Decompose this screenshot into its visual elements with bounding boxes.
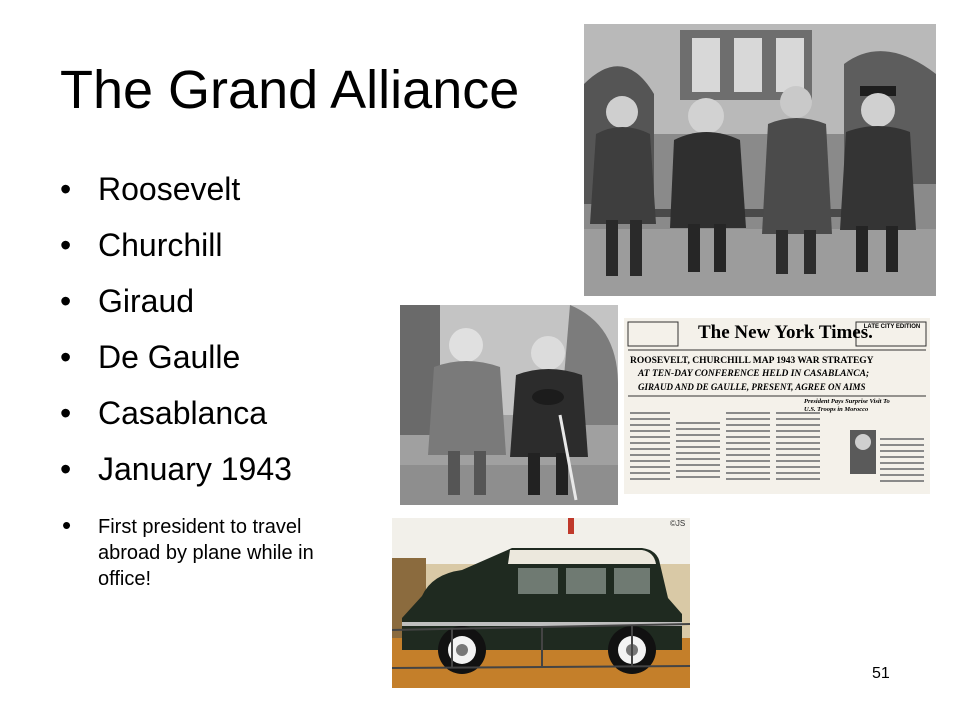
four-leaders-photo: [584, 24, 936, 296]
bullet-casablanca: • Casablanca: [60, 394, 292, 432]
bullet-january-1943: • January 1943: [60, 450, 292, 488]
bullet-roosevelt: • Roosevelt: [60, 170, 292, 208]
newspaper-clipping: [624, 318, 930, 494]
bullet-de-gaulle: • De Gaulle: [60, 338, 292, 376]
newspaper-headline-3: GIRAUD AND DE GAULLE, PRESENT, AGREE ON AIMS: [638, 382, 866, 392]
roosevelt-churchill-photo: [400, 305, 618, 505]
newspaper-sub-headline: President Pays Surprise Visit To U.S. Troops in Morocco: [804, 398, 890, 413]
newspaper-headline-1: ROOSEVELT, CHURCHILL MAP 1943 WAR STRATEGY: [630, 356, 874, 366]
newspaper-edition: LATE CITY EDITION: [863, 324, 921, 330]
newspaper-headline-2: AT TEN-DAY CONFERENCE HELD IN CASABLANCA;: [638, 369, 870, 379]
presidential-car-photo: [392, 518, 690, 688]
sub-bullet-note: • First president to travel abroad by plane while in office!: [60, 514, 358, 592]
newspaper-masthead: The New York Times.: [698, 322, 873, 343]
slide-title: The Grand Alliance: [60, 60, 520, 120]
bullet-list: [60, 170, 292, 506]
bullet-giraud: • Giraud: [60, 282, 292, 320]
bullet-churchill: • Churchill: [60, 226, 292, 264]
slide-number: 51: [872, 665, 890, 682]
car-photo-watermark: ©JS: [670, 519, 686, 528]
